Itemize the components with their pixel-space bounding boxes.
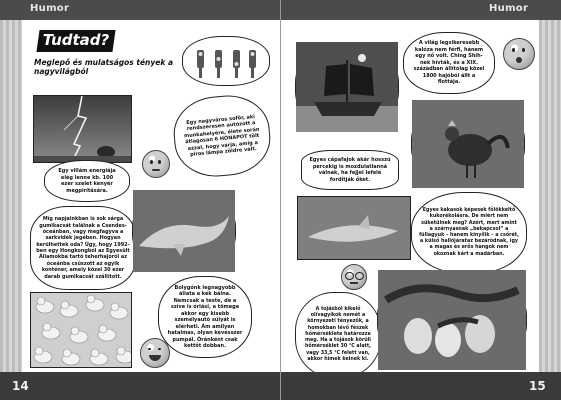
header-band <box>0 0 280 20</box>
pirate-ship-icon <box>296 42 398 132</box>
footer-band <box>281 372 561 400</box>
fact-text: A tojásból kikelő olívagyíkok nemét a környezeti tényezők, a homokban lévő fészek hőmérséklete határozza meg. Ha a tojások körüli hőmérséklet 30 °C alatt, vagy 33,5 °C felett van, akkor hímek kelnek ki. <box>305 306 371 362</box>
fact-text: Egy nagyváros sofőr, aki rendszeresen autózott a munkahelyére, élete során átlagosan 6 HÓNAPOT tölt azzal, hogy várja, amíg a piros lámpa zöldre vált. <box>183 113 260 158</box>
fact-bubble-rubber-ducks <box>30 206 136 290</box>
laughing-emoji-icon <box>140 338 170 368</box>
left-sidebar-stripes <box>0 20 22 372</box>
fact-bubble-traffic <box>171 92 274 180</box>
page-number: 14 <box>12 379 29 393</box>
section-label: Humor <box>489 3 529 14</box>
fact-text: Egy villám energiája elég lenne kb. 100 ezer szelet kenyér megpirítására. <box>58 168 116 194</box>
lizard-eggs-icon <box>378 270 526 370</box>
fact-bubble-hatchlings <box>295 292 381 378</box>
page-subtitle: Meglepő és mulatságos tények a nagyvilágból <box>34 58 174 77</box>
fact-text: Míg napjainkban is sok sárga gumikacsát találnak a Csendes-óceánban, vagy megfagyva a sarkvidék jegében. Hogyan kerülhettek oda? Úgy, hogy 1992-ben egy Hongkongból az Egyesült Államokba tartó teherhajóról az óceánba csúszott az egyik konténer, amely közel 30 ezer darab gumikacsát szállított. <box>36 216 130 280</box>
rubber-duck-icons <box>31 293 131 367</box>
glasses-emoji-icon <box>341 264 367 290</box>
fact-bubble-lightning <box>44 160 130 202</box>
right-sidebar-stripes <box>539 20 561 372</box>
rooster-photo-burst <box>411 100 525 188</box>
fact-text: Bolygónk legnagyobb állata a kék bálna. Nemcsak a teste, de a szíve is óriási, a tömege akkor egy kisebb személyautó súlyát is elérheti. Ám amilyen hatalmas, olyan kevésszer pumpál. Óránként csak kettőt dobban. <box>167 284 243 349</box>
rooster-icon <box>412 100 524 188</box>
left-page <box>0 0 280 400</box>
fact-text: A világ legsikeresebb kalóza nem férfi, hanem egy nő volt. Ching Shih-nek hívták, és a XIX. században állítólag közel 1800 hajóból állt a flottája. <box>413 40 485 86</box>
right-page <box>281 0 561 400</box>
shark-icon <box>298 197 410 259</box>
surprised-emoji-icon <box>503 38 535 70</box>
fact-text: Egyes cápafajok akár hosszú percekig is mozdulatlanná válnak, ha fejjel lefelé fordítják őket. <box>309 157 391 183</box>
lightning-bolt-icon <box>34 96 131 162</box>
traffic-lights-icon <box>191 42 261 80</box>
hatchlings-photo-burst <box>377 270 527 370</box>
fact-bubble-pirate <box>403 32 495 94</box>
fact-bubble-whale <box>158 276 252 358</box>
header-band <box>281 0 561 20</box>
whale-photo-burst <box>132 190 236 272</box>
fact-text: Egyes kakasok képesek főlökkeltő kukorékolásra. De miért nem süketülnek meg? Azért, mert amint a szárnyasnak „bekapcsol” a füllagyuk – hanem kinyílik – a csőrét, a külső hallójárataz bezáródnak, így a magas és erős hangok nem okoznak kárt a madárban. <box>419 208 519 257</box>
pirate-ship-burst <box>295 42 399 132</box>
fact-bubble-shark <box>301 150 399 190</box>
shark-photo <box>297 196 411 260</box>
traffic-lights-burst <box>182 36 270 86</box>
whale-icon <box>133 190 235 272</box>
rubber-ducks-photo <box>30 292 132 368</box>
fact-bubble-rooster <box>411 192 527 274</box>
section-label: Humor <box>30 3 70 14</box>
page-title: Tudtad? <box>42 31 110 49</box>
lightning-photo <box>33 95 132 163</box>
page-number: 15 <box>529 379 546 393</box>
footer-band <box>0 372 280 400</box>
thinking-emoji-icon <box>142 150 170 178</box>
